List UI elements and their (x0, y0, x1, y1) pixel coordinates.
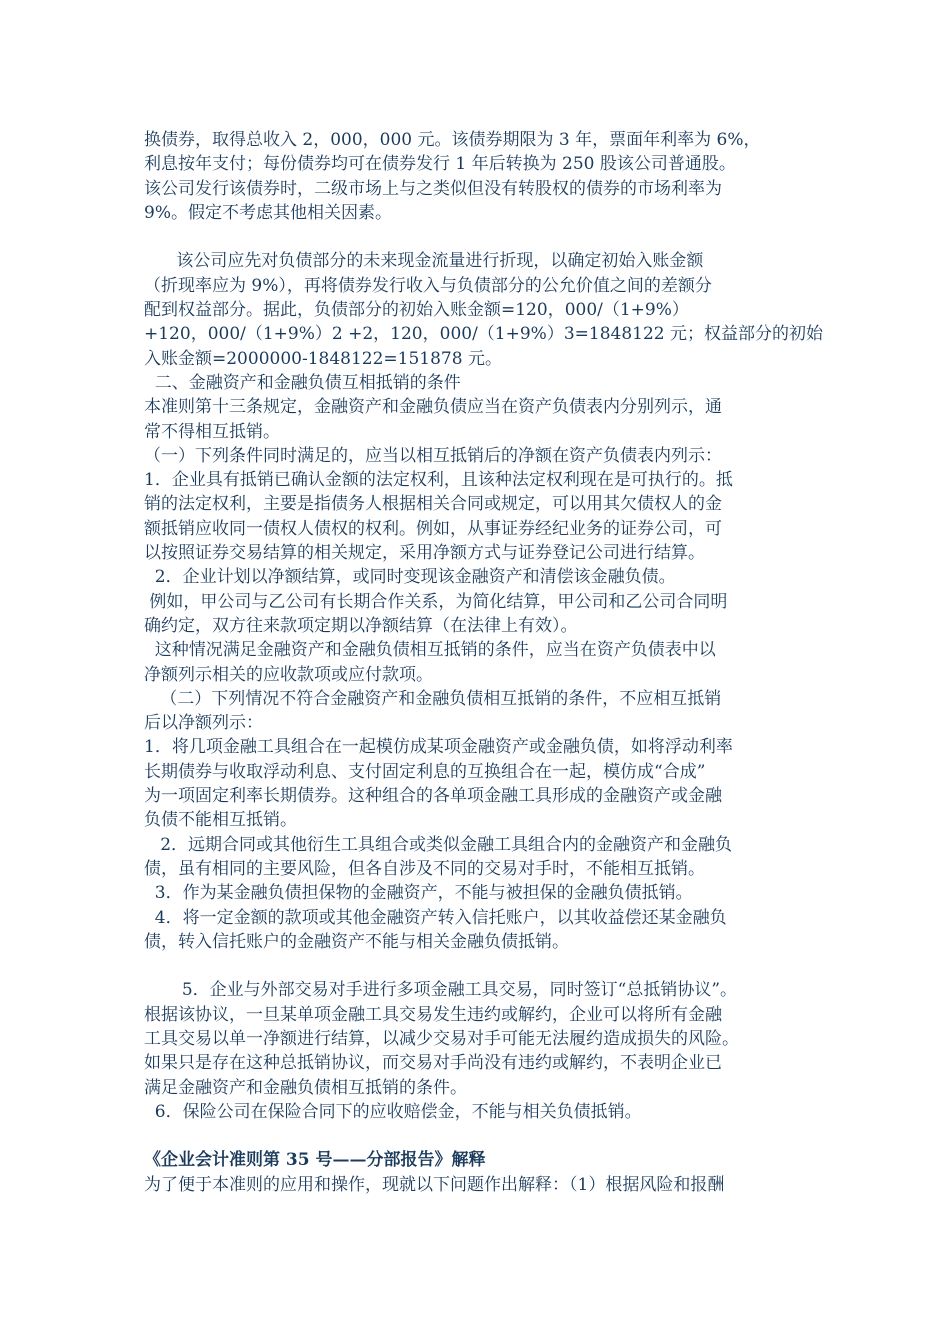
text-line: 如果只是存在这种总抵销协议，而交易对手尚没有违约或解约，不表明企业已 (144, 1053, 722, 1074)
text-line: 利息按年支付；每份债券均可在债券发行 1 年后转换为 250 股该公司普通股。 (144, 154, 736, 175)
text-line: 4．将一定金额的款项或其他金融资产转入信托账户，以其收益偿还某金融负 (144, 907, 727, 928)
text-line: 本准则第十三条规定，金融资产和金融负债应当在资产负债表内分别列示，通 (144, 397, 722, 418)
text-line: 2．远期合同或其他衍生工具组合或类似金融工具组合内的金融资产和金融负 (144, 834, 733, 855)
text-line: 该公司应先对负债部分的未来现金流量进行折现，以确定初始入账金额 (144, 251, 704, 272)
text-line: 确约定，双方往来款项定期以净额结算（在法律上有效）。 (144, 615, 578, 636)
text-line: 根据该协议，一旦某单项金融工具交易发生违约或解约，企业可以将所有金融 (144, 1004, 722, 1025)
text-line: 换债券，取得总收入 2，000，000 元。该债券期限为 3 年，票面年利率为 6%， (144, 130, 761, 150)
text-line: 负债不能相互抵销。 (144, 810, 297, 831)
paragraph-master-netting (144, 978, 810, 1124)
text-line: 债，转入信托账户的金融资产不能与相关金融负债抵销。 (144, 931, 569, 952)
text-line: （一）下列条件同时满足的，应当以相互抵销后的净额在资产负债表内列示： (144, 445, 722, 466)
paragraph-discounting (144, 249, 824, 370)
text-line: 该公司发行该债券时，二级市场上与之类似但没有转股权的债券的市场利率为 (144, 178, 722, 199)
document-page (144, 128, 824, 1197)
text-line: 后以净额列示： (144, 713, 263, 734)
text-line: 工具交易以单一净额进行结算，以减少交易对手可能无法履约造成损失的风险。 (144, 1028, 739, 1049)
text-line: 5．企业与外部交易对手进行多项金融工具交易，同时签订“总抵销协议”。 (144, 980, 738, 1001)
section-offset-conditions (144, 371, 810, 954)
text-line: 1．将几项金融工具组合在一起模仿成某项金融资产或金融负债，如将浮动利率 (144, 737, 733, 758)
text-line: 1．企业具有抵销已确认金额的法定权利，且该种法定权利现在是可执行的。抵 (144, 470, 733, 491)
text-line: （折现率应为 9%），再将债券发行收入与负债部分的公允价值之间的差额分 (144, 275, 712, 296)
text-line: 以按照证券交易结算的相关规定，采用净额方式与证券登记公司进行结算。 (144, 543, 705, 564)
text-line: 长期债券与收取浮动利息、支付固定利息的互换组合在一起，模仿成“合成” (144, 761, 706, 782)
paragraph-spacer (144, 225, 810, 249)
text-line: 6．保险公司在保险合同下的应收赔偿金，不能与相关负债抵销。 (144, 1101, 642, 1122)
text-line: 常不得相互抵销。 (144, 421, 280, 442)
text-line: 9%。假定不考虑其他相关因素。 (144, 202, 392, 223)
paragraph-spacer (144, 1124, 810, 1148)
text-line: 2．企业计划以净额结算，或同时变现该金融资产和清偿该金融负债。 (144, 567, 676, 588)
segment-reporting-heading: 《企业会计准则第 35 号——分部报告》解释 (144, 1150, 486, 1171)
segment-reporting-intro: 为了便于本准则的应用和操作，现就以下问题作出解释：（1）根据风险和报酬 (144, 1174, 725, 1195)
text-line: +120，000/（1+9%）2 +2，120，000/（1+9%）3=1848122 元；权益部分的初始 (144, 324, 824, 345)
text-line: 配到权益部分。据此，负债部分的初始入账金额=120，000/（1+9%） (144, 300, 689, 321)
text-line: 额抵销应收同一债权人债权的权利。例如，从事证券经纪业务的证券公司，可 (144, 518, 722, 539)
text-line: 债，虽有相同的主要风险，但各自涉及不同的交易对手时，不能相互抵销。 (144, 858, 705, 879)
text-line: 3．作为某金融负债担保物的金融资产，不能与被担保的金融负债抵销。 (144, 883, 693, 904)
text-line: 例如，甲公司与乙公司有长期合作关系，为简化结算，甲公司和乙公司合同明 (144, 591, 728, 612)
text-line: 为一项固定利率长期债券。这种组合的各单项金融工具形成的金融资产或金融 (144, 786, 722, 807)
paragraph-spacer (144, 954, 810, 978)
paragraph-convertible-bond-example (144, 128, 810, 225)
text-line: 净额列示相关的应收款项或应付款项。 (144, 664, 433, 685)
text-line: 入账金额=2000000-1848122=151878 元。 (144, 348, 502, 369)
text-line: 这种情况满足金融资产和金融负债相互抵销的条件，应当在资产负债表中以 (144, 640, 716, 661)
text-line: 满足金融资产和金融负债相互抵销的条件。 (144, 1077, 467, 1098)
text-line: 销的法定权利，主要是指债务人根据相关合同或规定，可以用其欠债权人的金 (144, 494, 722, 515)
section-title: 二、金融资产和金融负债互相抵销的条件 (144, 372, 461, 393)
text-line: （二）下列情况不符合金融资产和金融负债相互抵销的条件，不应相互抵销 (144, 688, 722, 709)
